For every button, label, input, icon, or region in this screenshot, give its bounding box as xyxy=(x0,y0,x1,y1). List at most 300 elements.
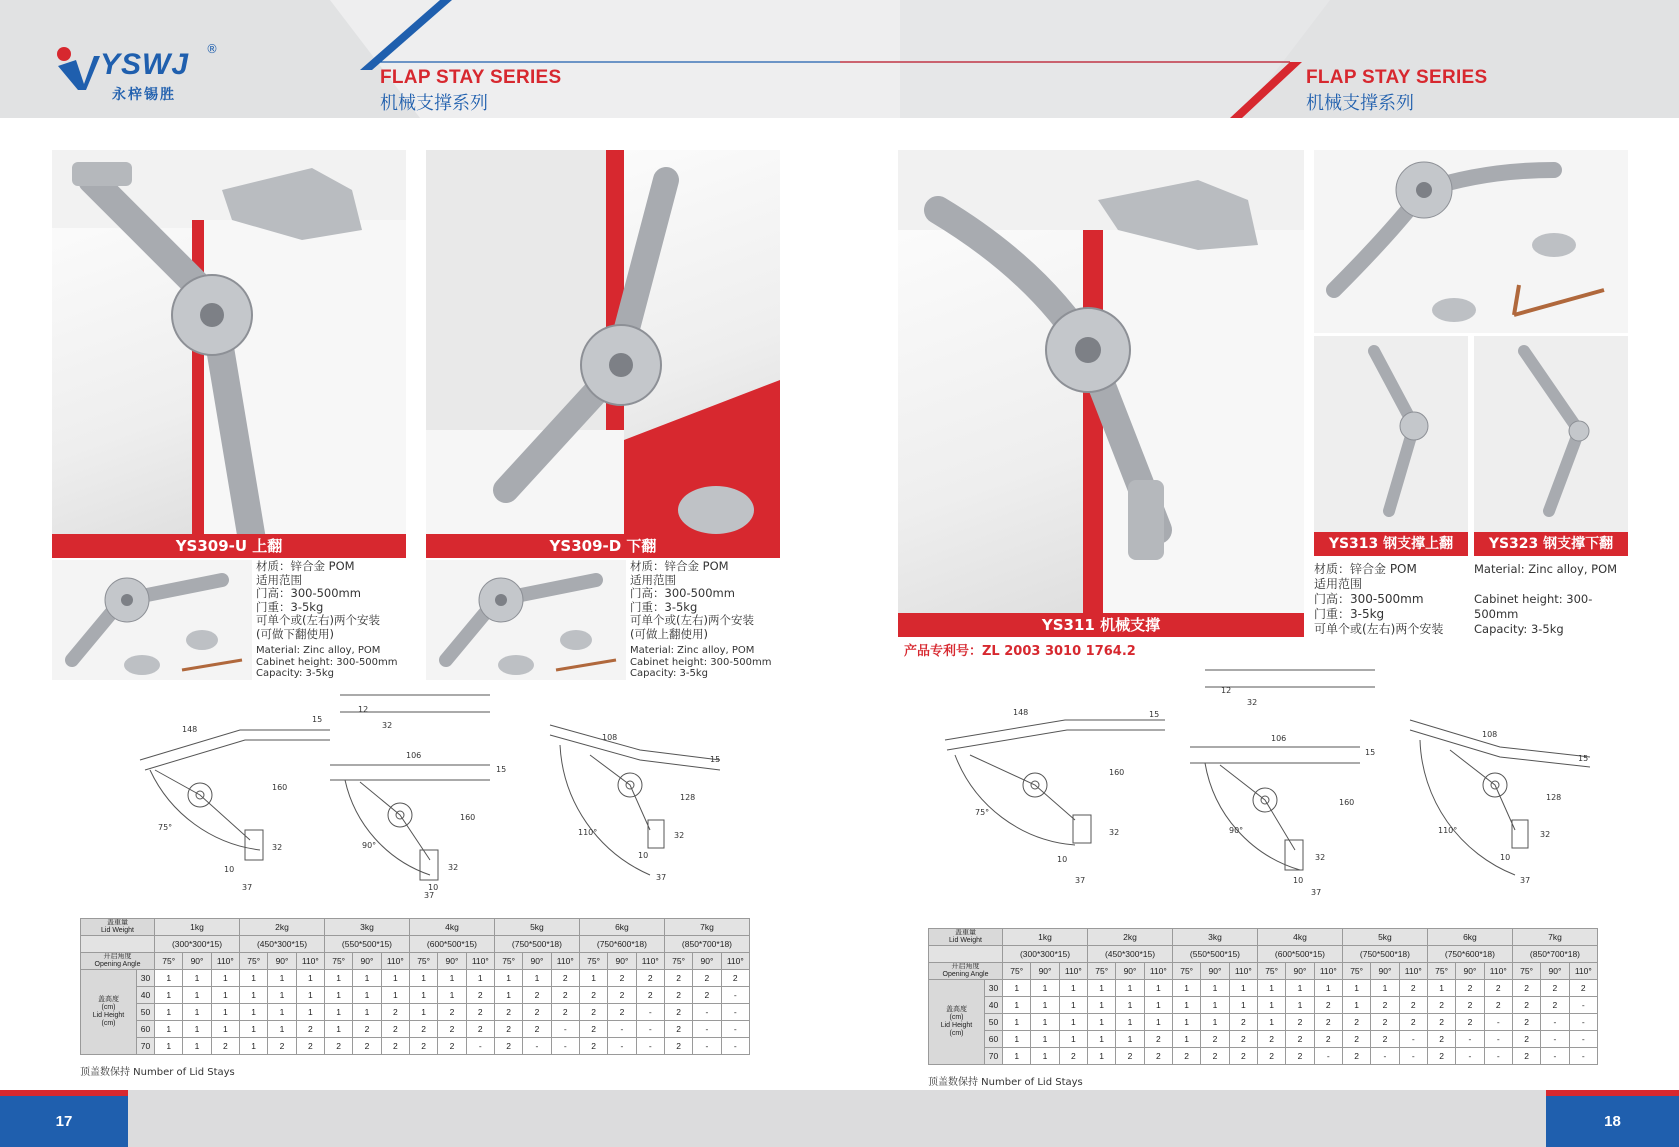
dim-label: 32 xyxy=(272,843,283,852)
dim-label: 32 xyxy=(1247,698,1258,707)
weight-header: 6kg xyxy=(579,919,664,936)
table-cell: 1 xyxy=(1031,1014,1059,1031)
spec-line: (可做上翻使用) xyxy=(630,626,708,641)
table-cell: 1 xyxy=(1116,997,1144,1014)
label-ys309d: YS309-D 下翻 xyxy=(426,534,780,558)
table-cell: 1 xyxy=(1172,1031,1200,1048)
dim-label: 32 xyxy=(448,863,459,872)
table-cell: 1 xyxy=(268,1004,296,1021)
table-cell: 1 xyxy=(494,987,522,1004)
table-cell: 2 xyxy=(494,1038,522,1055)
table-cell: 1 xyxy=(1003,980,1031,997)
table-cell: 1 xyxy=(1257,980,1285,997)
table-cell: 1 xyxy=(240,1021,268,1038)
table-cell: 2 xyxy=(1257,1031,1285,1048)
table-cell: 2 xyxy=(551,970,579,987)
table-cell: 1 xyxy=(240,970,268,987)
table-cell: 2 xyxy=(636,970,664,987)
table-cell: - xyxy=(1314,1048,1342,1065)
ys309d-parts-illustration xyxy=(426,560,626,680)
table-cell: - xyxy=(1541,1031,1569,1048)
ys311-parts-illustration xyxy=(1314,150,1628,333)
table-cell: 1 xyxy=(1144,1014,1172,1031)
dim-label: 12 xyxy=(1221,686,1232,695)
table-cell: 2 xyxy=(268,1038,296,1055)
table-cell: 1 xyxy=(1144,997,1172,1014)
weight-header: 2kg xyxy=(240,919,325,936)
dim-label: 37 xyxy=(656,873,667,882)
table-cell: 1 xyxy=(1427,980,1455,997)
size-header: (550*500*15) xyxy=(1172,946,1257,963)
page-number-right: 18 xyxy=(1546,1096,1679,1147)
table-cell: - xyxy=(1456,1048,1484,1065)
table-cell: 2 xyxy=(353,1021,381,1038)
dim-label: 32 xyxy=(1109,828,1120,837)
series-title-en-right: FLAP STAY SERIES xyxy=(1306,67,1488,88)
angle-header: 90° xyxy=(183,953,211,970)
table-cell: 2 xyxy=(1512,1014,1540,1031)
table-cell: 2 xyxy=(579,1021,607,1038)
spec-line-en: Material: Zinc alloy, POM xyxy=(1474,562,1618,576)
table-cell: 1 xyxy=(296,987,324,1004)
blank-cell xyxy=(929,946,1003,963)
table-cell: 2 xyxy=(1512,997,1540,1014)
dim-label: 10 xyxy=(1500,853,1511,862)
angle-header: 75° xyxy=(1342,963,1370,980)
spec-spacer xyxy=(1474,577,1634,592)
spec-ys313 xyxy=(1314,562,1472,637)
lid-stay-table-right xyxy=(928,928,1598,1065)
angle-header: 110° xyxy=(1569,963,1597,980)
table-cell: 2 xyxy=(1427,1048,1455,1065)
table-cell: 2 xyxy=(1144,1048,1172,1065)
size-header: (450*300*15) xyxy=(240,936,325,953)
header-lid-weight: 盖重量 Lid Weight xyxy=(929,929,1003,946)
angle-header: 110° xyxy=(1314,963,1342,980)
table-cell: 1 xyxy=(1172,997,1200,1014)
angle-header: 75° xyxy=(1088,963,1116,980)
table-cell: 2 xyxy=(551,987,579,1004)
brand-logo xyxy=(54,42,224,104)
ys313-illustration xyxy=(1314,336,1468,532)
spec-line-en: Material: Zinc alloy, POM xyxy=(256,645,381,656)
spec-line-en: Cabinet height: 300-500mm xyxy=(630,656,772,668)
series-title-en-left: FLAP STAY SERIES xyxy=(380,67,562,88)
table-cell: 1 xyxy=(1229,980,1257,997)
table-cell: 2 xyxy=(1484,980,1512,997)
table-cell: - xyxy=(1456,1031,1484,1048)
dim-label: 32 xyxy=(674,831,685,840)
table-cell: - xyxy=(523,1038,551,1055)
height-label: 60 xyxy=(985,1031,1003,1048)
table-cell: 1 xyxy=(183,1004,211,1021)
angle-header: 90° xyxy=(608,953,636,970)
spec-line-en: Capacity: 3-5kg xyxy=(256,668,334,679)
table-cell: 2 xyxy=(1399,1014,1427,1031)
table-cell: - xyxy=(551,1021,579,1038)
table-cell: 1 xyxy=(1059,997,1087,1014)
angle-header: 110° xyxy=(721,953,749,970)
angle-header: 90° xyxy=(1286,963,1314,980)
label-ys313: YS313 钢支撑上翻 xyxy=(1314,532,1468,556)
dim-label: 110° xyxy=(1438,826,1458,835)
diagram-90-left xyxy=(320,690,520,900)
table-cell: 2 xyxy=(523,987,551,1004)
dim-label: 90° xyxy=(362,841,377,850)
table-cell: 1 xyxy=(466,970,494,987)
series-title-cn-left: 机械支撑系列 xyxy=(380,93,488,114)
table-cell: 1 xyxy=(211,1004,239,1021)
page-number-left: 17 xyxy=(0,1096,128,1147)
table-caption-right: 顶盖数保持 Number of Lid Stays xyxy=(928,1077,1083,1088)
angle-header: 110° xyxy=(466,953,494,970)
table-cell: - xyxy=(1484,1014,1512,1031)
dim-label: 90° xyxy=(1229,826,1244,835)
table-cell: - xyxy=(1569,997,1597,1014)
table-cell: 1 xyxy=(523,970,551,987)
table-cell: - xyxy=(636,1004,664,1021)
size-header: (750*500*18) xyxy=(1342,946,1427,963)
dim-label: 75° xyxy=(975,808,990,817)
angle-header: 75° xyxy=(324,953,352,970)
height-label: 60 xyxy=(137,1021,155,1038)
table-cell: - xyxy=(721,987,749,1004)
table-cell: - xyxy=(1484,1031,1512,1048)
table-cell: - xyxy=(1484,1048,1512,1065)
angle-header: 110° xyxy=(1399,963,1427,980)
blank-cell xyxy=(81,936,155,953)
photo-ys313 xyxy=(1314,336,1468,532)
table-cell: 1 xyxy=(1088,1048,1116,1065)
table-cell: 1 xyxy=(1031,980,1059,997)
table-cell: 2 xyxy=(1512,980,1540,997)
table-cell: 2 xyxy=(1512,1048,1540,1065)
table-cell: 2 xyxy=(381,1004,409,1021)
photo-ys311 xyxy=(898,150,1304,613)
table-cell: 2 xyxy=(324,1038,352,1055)
weight-header: 6kg xyxy=(1427,929,1512,946)
table-cell: 1 xyxy=(1286,980,1314,997)
table-cell: 1 xyxy=(155,1004,183,1021)
header-lid-height: 盖高度 (cm) Lid Height (cm) xyxy=(81,970,137,1055)
table-cell: - xyxy=(693,1038,721,1055)
table-cell: 2 xyxy=(1257,1048,1285,1065)
table-cell: 2 xyxy=(1342,1048,1370,1065)
table-cell: 2 xyxy=(1144,1031,1172,1048)
label-ys323: YS323 钢支撑下翻 xyxy=(1474,532,1628,556)
angle-header: 75° xyxy=(494,953,522,970)
table-cell: 2 xyxy=(211,1038,239,1055)
table-cell: 2 xyxy=(551,1004,579,1021)
angle-header: 110° xyxy=(551,953,579,970)
table-cell: 2 xyxy=(1399,997,1427,1014)
table-cell: 2 xyxy=(608,1004,636,1021)
table-cell: 1 xyxy=(296,1004,324,1021)
height-label: 50 xyxy=(137,1004,155,1021)
spec-ys323 xyxy=(1474,562,1634,637)
table-cell: - xyxy=(636,1038,664,1055)
table-cell: 2 xyxy=(1342,1014,1370,1031)
angle-header: 75° xyxy=(1172,963,1200,980)
table-cell: 1 xyxy=(1172,980,1200,997)
table-cell: 2 xyxy=(1342,1031,1370,1048)
dim-label: 12 xyxy=(358,705,369,714)
table-cell: 1 xyxy=(296,970,324,987)
dim-label: 106 xyxy=(1271,734,1287,743)
table-cell: 2 xyxy=(1541,997,1569,1014)
table-cell: - xyxy=(636,1021,664,1038)
spec-line-en: Cabinet height: 300-500mm xyxy=(256,656,398,668)
table-cell: 1 xyxy=(324,1004,352,1021)
weight-header: 7kg xyxy=(1512,929,1597,946)
angle-header: 90° xyxy=(1201,963,1229,980)
table-cell: 1 xyxy=(1116,1031,1144,1048)
spec-line: 门重：3-5kg xyxy=(1314,607,1385,621)
table-cell: 2 xyxy=(438,1004,466,1021)
dim-label: 10 xyxy=(428,883,439,892)
table-cell: 1 xyxy=(1003,997,1031,1014)
height-label: 70 xyxy=(137,1038,155,1055)
table-cell: 1 xyxy=(1003,1031,1031,1048)
table-cell: 2 xyxy=(1456,1014,1484,1031)
angle-header: 90° xyxy=(523,953,551,970)
table-cell: 1 xyxy=(1003,1048,1031,1065)
spec-line: 适用范围 xyxy=(256,572,302,587)
table-cell: 1 xyxy=(1201,1014,1229,1031)
spec-line: 门重：3-5kg xyxy=(630,599,698,614)
angle-header: 90° xyxy=(1116,963,1144,980)
table-cell: 1 xyxy=(183,1021,211,1038)
photo-parts-ys311 xyxy=(1314,150,1628,333)
logo-cn: 永梓锡胜 xyxy=(112,87,176,103)
dim-label: 10 xyxy=(1293,876,1304,885)
spec-ys309d xyxy=(630,560,790,680)
table-cell: 2 xyxy=(1569,980,1597,997)
dim-label: 32 xyxy=(1540,830,1551,839)
table-cell: 1 xyxy=(155,987,183,1004)
table-cell: - xyxy=(1399,1031,1427,1048)
table-cell: 1 xyxy=(353,987,381,1004)
weight-header: 2kg xyxy=(1088,929,1173,946)
table-cell: 1 xyxy=(155,970,183,987)
table-cell: - xyxy=(1569,1031,1597,1048)
dim-label: 160 xyxy=(272,783,288,792)
table-cell: 2 xyxy=(1229,1031,1257,1048)
angle-header: 75° xyxy=(579,953,607,970)
height-label: 50 xyxy=(985,1014,1003,1031)
table-cell: - xyxy=(1541,1014,1569,1031)
table-cell: 2 xyxy=(1201,1048,1229,1065)
table-cell: 1 xyxy=(1031,1048,1059,1065)
dim-label: 160 xyxy=(1339,798,1355,807)
parts-photo-ys309d xyxy=(426,560,626,680)
spec-line: 门重：3-5kg xyxy=(256,599,324,614)
table-cell: 2 xyxy=(608,987,636,1004)
angle-header: 110° xyxy=(211,953,239,970)
size-header: (850*700*18) xyxy=(664,936,749,953)
table-cell: 1 xyxy=(1116,1014,1144,1031)
table-cell: 2 xyxy=(494,1021,522,1038)
table-cell: 1 xyxy=(381,970,409,987)
table-cell: 1 xyxy=(211,1021,239,1038)
table-cell: 1 xyxy=(155,1038,183,1055)
table-cell: 2 xyxy=(381,1021,409,1038)
dim-label: 128 xyxy=(1546,793,1562,802)
table-cell: 2 xyxy=(579,987,607,1004)
series-title-cn-right: 机械支撑系列 xyxy=(1306,93,1414,114)
angle-header: 90° xyxy=(1371,963,1399,980)
table-cell: 1 xyxy=(211,987,239,1004)
spec-line: 门高：300-500mm xyxy=(1314,592,1424,606)
angle-header: 75° xyxy=(155,953,183,970)
spec-line: 可单个或(左右)两个安装 xyxy=(630,613,754,627)
table-cell: 1 xyxy=(183,1038,211,1055)
table-cell: 1 xyxy=(268,970,296,987)
table-cell: 1 xyxy=(1257,997,1285,1014)
label-ys309u: YS309-U 上翻 xyxy=(52,534,406,558)
table-cell: 1 xyxy=(240,987,268,1004)
header-opening-angle: 开启角度 Opening Angle xyxy=(929,963,1003,980)
height-label: 40 xyxy=(137,987,155,1004)
table-cell: - xyxy=(1541,1048,1569,1065)
table-cell: 1 xyxy=(409,1004,437,1021)
table-cell: 2 xyxy=(664,1038,692,1055)
table-cell: 1 xyxy=(324,1021,352,1038)
photo-ys309d xyxy=(426,150,780,534)
table-cell: 2 xyxy=(1229,1014,1257,1031)
table-cell: 1 xyxy=(268,987,296,1004)
table-cell: 2 xyxy=(523,1004,551,1021)
table-cell: 2 xyxy=(1172,1048,1200,1065)
table-cell: 2 xyxy=(1399,980,1427,997)
table-cell: 2 xyxy=(664,970,692,987)
table-cell: 2 xyxy=(438,1038,466,1055)
weight-header: 5kg xyxy=(494,919,579,936)
angle-header: 75° xyxy=(1257,963,1285,980)
table-cell: 2 xyxy=(579,1038,607,1055)
ys309d-illustration xyxy=(426,150,780,534)
table-cell: 1 xyxy=(1116,980,1144,997)
table-cell: 1 xyxy=(1088,1014,1116,1031)
angle-header: 110° xyxy=(1059,963,1087,980)
height-label: 70 xyxy=(985,1048,1003,1065)
weight-header: 5kg xyxy=(1342,929,1427,946)
dim-label: 37 xyxy=(1520,876,1531,885)
table-caption-left: 顶盖数保持 Number of Lid Stays xyxy=(80,1067,235,1078)
table-cell: 1 xyxy=(1031,997,1059,1014)
dim-label: 160 xyxy=(460,813,476,822)
table-cell: 2 xyxy=(608,970,636,987)
table-cell: 1 xyxy=(1059,1031,1087,1048)
weight-header: 3kg xyxy=(324,919,409,936)
dim-label: 10 xyxy=(1057,855,1068,864)
size-header: (750*600*18) xyxy=(579,936,664,953)
dim-label: 10 xyxy=(638,851,649,860)
table-cell: 2 xyxy=(1541,980,1569,997)
size-header: (750*600*18) xyxy=(1427,946,1512,963)
table-cell: 2 xyxy=(381,1038,409,1055)
angle-header: 75° xyxy=(1427,963,1455,980)
diagram-75-right xyxy=(935,695,1165,890)
table-cell: 1 xyxy=(1003,1014,1031,1031)
size-header: (550*500*15) xyxy=(324,936,409,953)
weight-header: 4kg xyxy=(1257,929,1342,946)
table-cell: 2 xyxy=(409,1038,437,1055)
header-lid-height: 盖高度 (cm) Lid Height (cm) xyxy=(929,980,985,1065)
spec-line: 适用范围 xyxy=(630,572,676,587)
dim-label: 37 xyxy=(424,891,435,900)
table-cell: 1 xyxy=(240,1038,268,1055)
table-cell: 1 xyxy=(381,987,409,1004)
table-cell: 2 xyxy=(664,987,692,1004)
dim-label: 37 xyxy=(1311,888,1322,897)
spec-line: 材质：锌合金 POM xyxy=(256,559,355,573)
dim-label: 37 xyxy=(1075,876,1086,885)
dim-label: 15 xyxy=(1365,748,1376,757)
table-cell: 1 xyxy=(324,987,352,1004)
dim-label: 37 xyxy=(242,883,253,892)
dim-label: 15 xyxy=(1578,754,1589,763)
spec-line: 可单个或(左右)两个安装 xyxy=(256,613,380,627)
table-cell: 2 xyxy=(1314,1031,1342,1048)
header-opening-angle: 开启角度 Opening Angle xyxy=(81,953,155,970)
table-cell: - xyxy=(608,1021,636,1038)
table-cell: 1 xyxy=(1342,997,1370,1014)
spec-line: 材质：锌合金 POM xyxy=(630,559,729,573)
table-cell: 2 xyxy=(1371,997,1399,1014)
table-cell: 2 xyxy=(1201,1031,1229,1048)
angle-header: 110° xyxy=(1144,963,1172,980)
table-cell: 1 xyxy=(1201,997,1229,1014)
angle-header: 90° xyxy=(1541,963,1569,980)
table-cell: 2 xyxy=(693,987,721,1004)
height-label: 30 xyxy=(985,980,1003,997)
dim-label: 148 xyxy=(1013,708,1029,717)
table-cell: - xyxy=(693,1021,721,1038)
table-cell: 2 xyxy=(466,1021,494,1038)
table-cell: 2 xyxy=(1229,1048,1257,1065)
spec-line: (可做下翻使用) xyxy=(256,626,334,641)
table-cell: 2 xyxy=(466,987,494,1004)
footer-decoration xyxy=(0,1090,1679,1147)
logo-text: YSWJ xyxy=(100,48,190,81)
table-cell: 2 xyxy=(1286,1014,1314,1031)
header-lid-weight: 盖重量 Lid Weight xyxy=(81,919,155,936)
table-cell: 2 xyxy=(296,1038,324,1055)
table-cell: 1 xyxy=(438,970,466,987)
height-label: 40 xyxy=(985,997,1003,1014)
spec-line: 门高：300-500mm xyxy=(630,586,735,600)
table-cell: 2 xyxy=(1286,1048,1314,1065)
table-cell: 1 xyxy=(1229,997,1257,1014)
height-label: 30 xyxy=(137,970,155,987)
table-cell: 2 xyxy=(1427,1031,1455,1048)
angle-header: 110° xyxy=(1484,963,1512,980)
angle-header: 90° xyxy=(1031,963,1059,980)
table-cell: 2 xyxy=(466,1004,494,1021)
diagram-110-left xyxy=(540,710,730,890)
table-cell: 2 xyxy=(1427,997,1455,1014)
angle-header: 110° xyxy=(296,953,324,970)
table-cell: 1 xyxy=(240,1004,268,1021)
angle-header: 90° xyxy=(693,953,721,970)
weight-header: 4kg xyxy=(409,919,494,936)
table-cell: 1 xyxy=(183,987,211,1004)
table-cell: 1 xyxy=(1257,1014,1285,1031)
spec-line-en: Capacity: 3-5kg xyxy=(1474,622,1564,636)
table-cell: 2 xyxy=(721,970,749,987)
dim-label: 110° xyxy=(578,828,598,837)
